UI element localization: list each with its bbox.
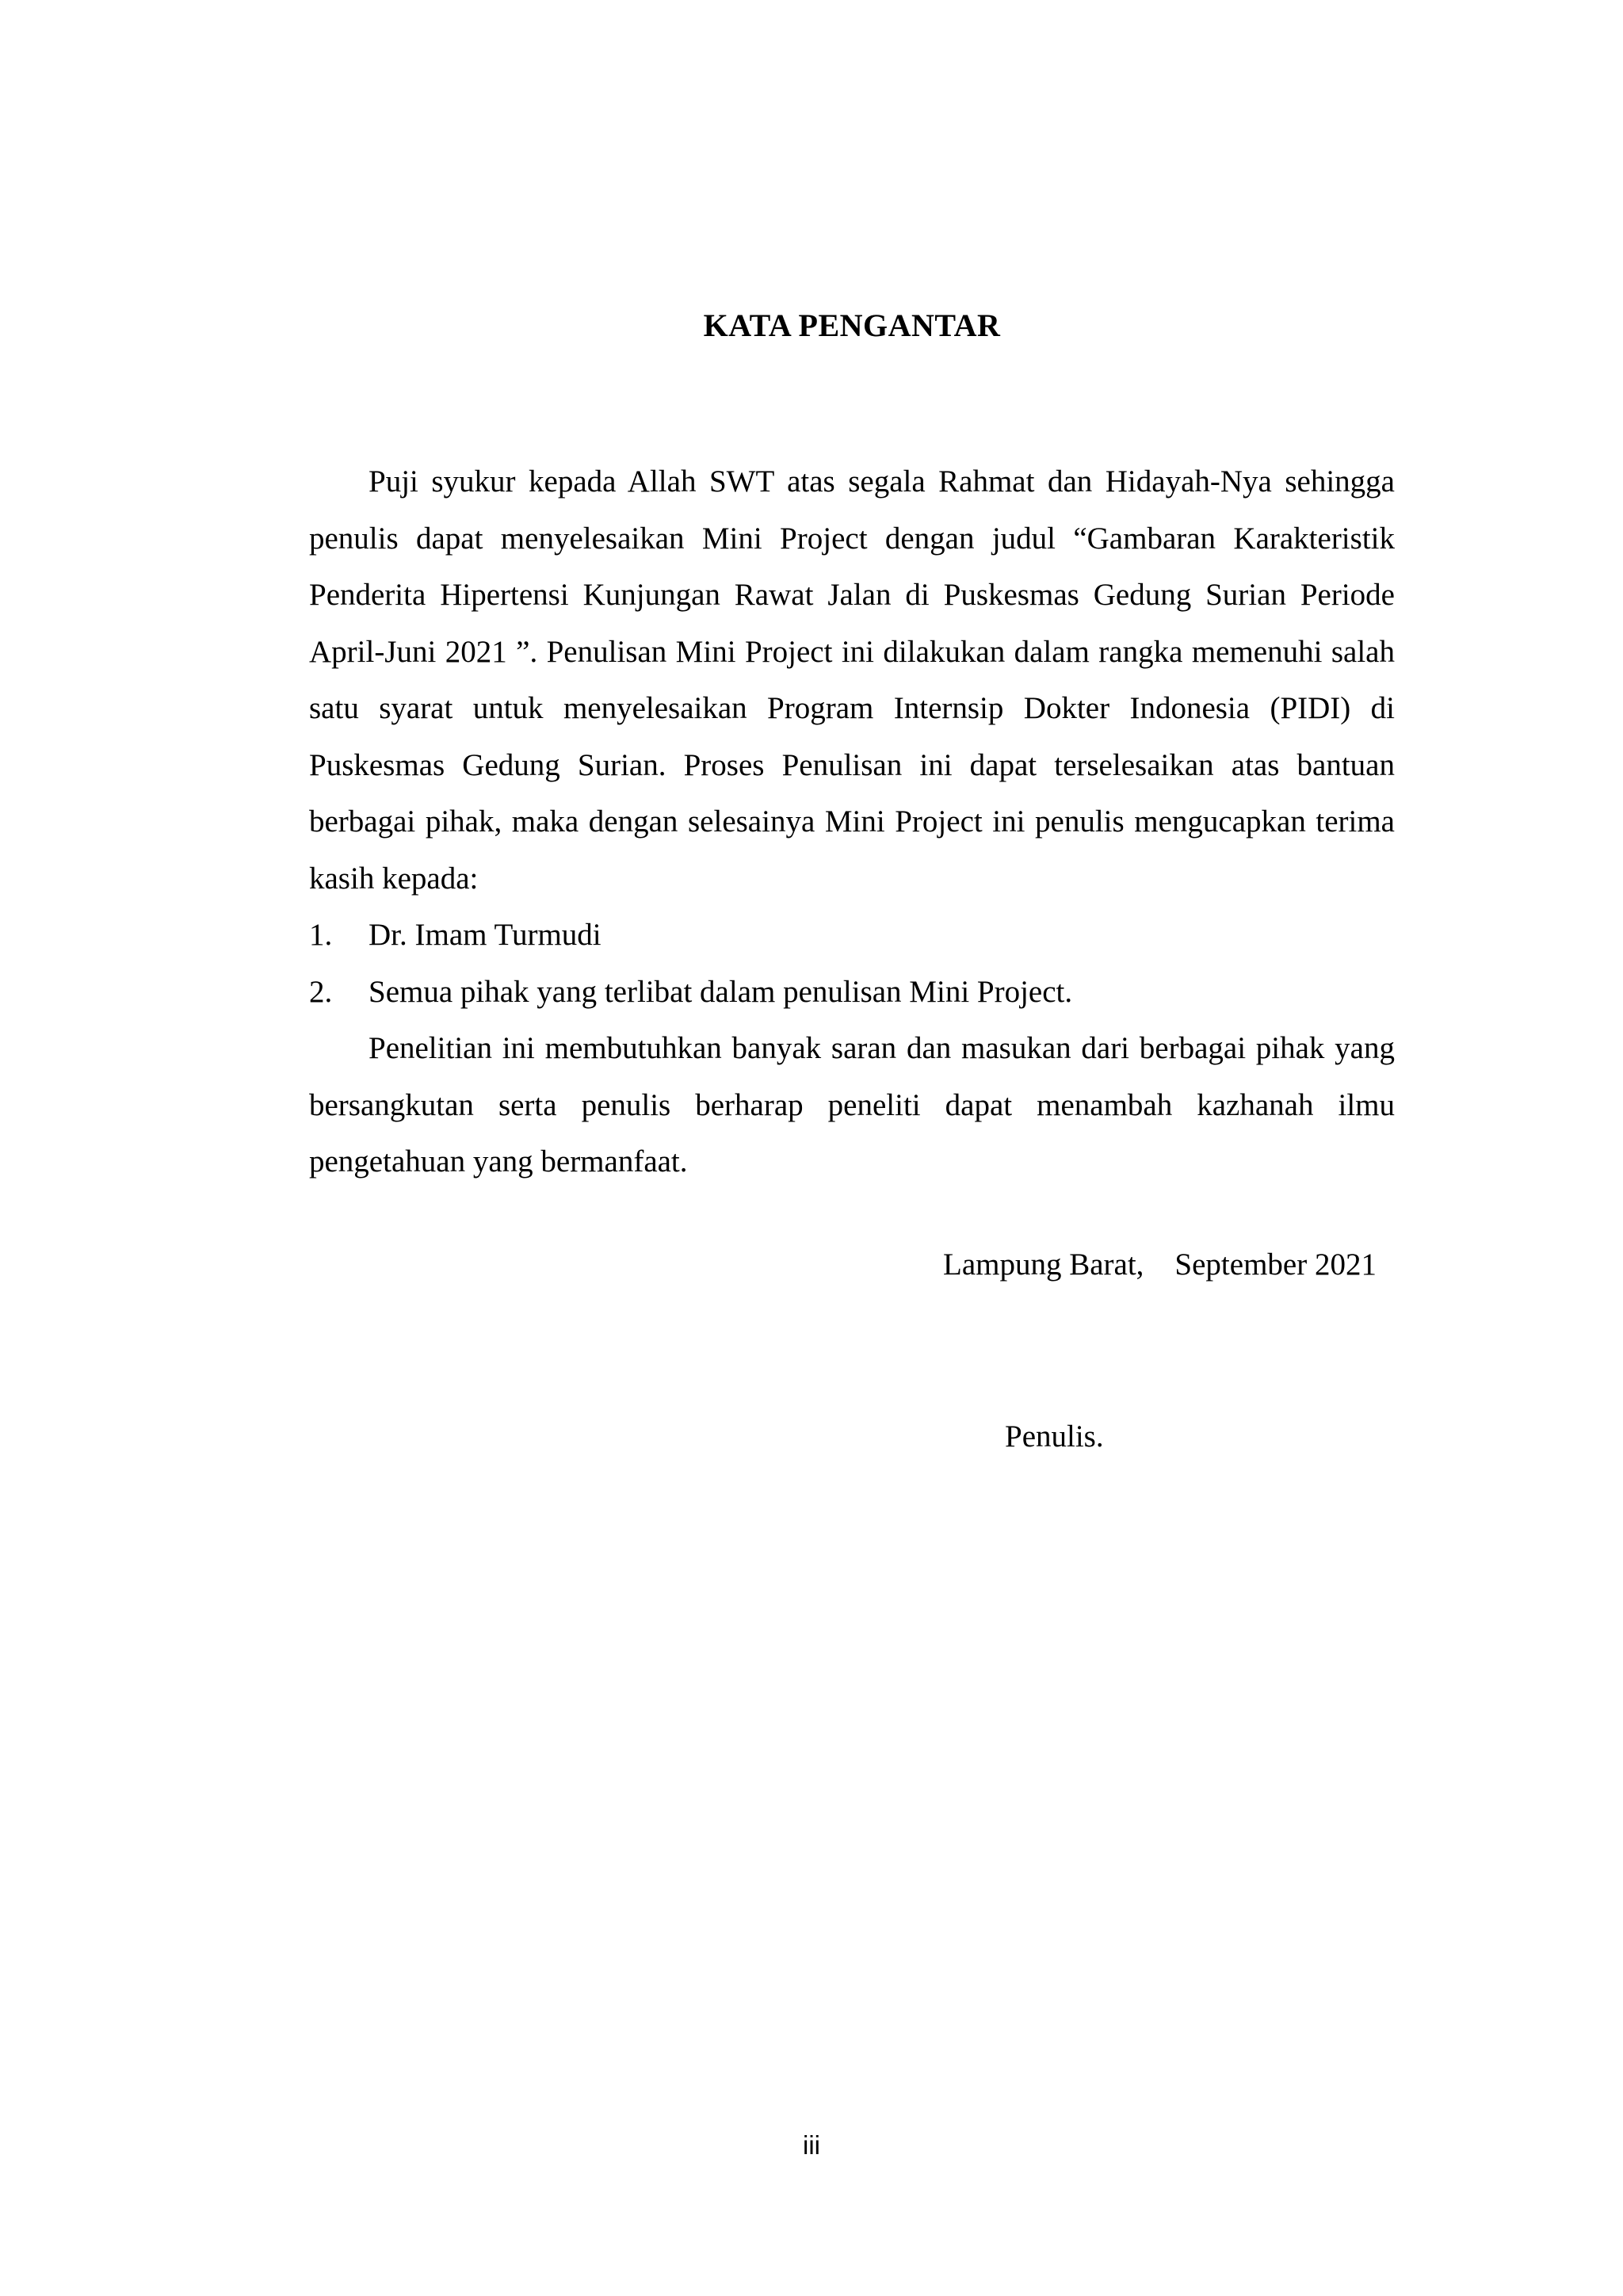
author-signature: Penulis. — [1005, 1419, 1104, 1454]
list-item-number: 1. — [309, 918, 333, 952]
page-title: KATA PENGANTAR — [703, 308, 1001, 343]
place-date: Lampung Barat, September 2021 — [943, 1247, 1377, 1282]
list-item — [309, 964, 1395, 1021]
list-item-text: Semua pihak yang terlibat dalam penulisan Mini Project. — [369, 974, 1073, 1009]
intro-paragraph: Puji syukur kepada Allah SWT atas segala Rahmat dan Hidayah-Nya sehingga penulis dapat menyelesaikan Mini Project dengan judul “Gambaran Karakteristik Penderita Hipertensi Kunjungan Rawat Jalan di Puskesmas Gedung Surian Periode April-Juni 2021 ”. Penulisan Mini Project ini dilakukan dalam rangka memenuhi salah satu syarat untuk menyelesaikan Program Internsip Dokter Indonesia (PIDI) di Puskesmas Gedung Surian. Proses Penulisan ini dapat terselesaikan atas bantuan berbagai pihak, maka dengan selesainya Mini Project ini penulis mengucapkan terima kasih kepada: — [309, 464, 1395, 896]
body-text — [309, 453, 1395, 1190]
closing-paragraph: Penelitian ini membutuhkan banyak saran dan masukan dari berbagai pihak yang bersangkutan serta penulis berharap peneliti dapat menambah kazhanah ilmu pengetahuan yang bermanfaat. — [309, 1031, 1395, 1179]
list-item-number: 2. — [309, 974, 333, 1009]
list-item — [309, 907, 1395, 964]
list-item-text: Dr. Imam Turmudi — [369, 918, 601, 952]
page-number: iii — [803, 2130, 820, 2160]
acknowledgement-list — [309, 907, 1395, 1020]
